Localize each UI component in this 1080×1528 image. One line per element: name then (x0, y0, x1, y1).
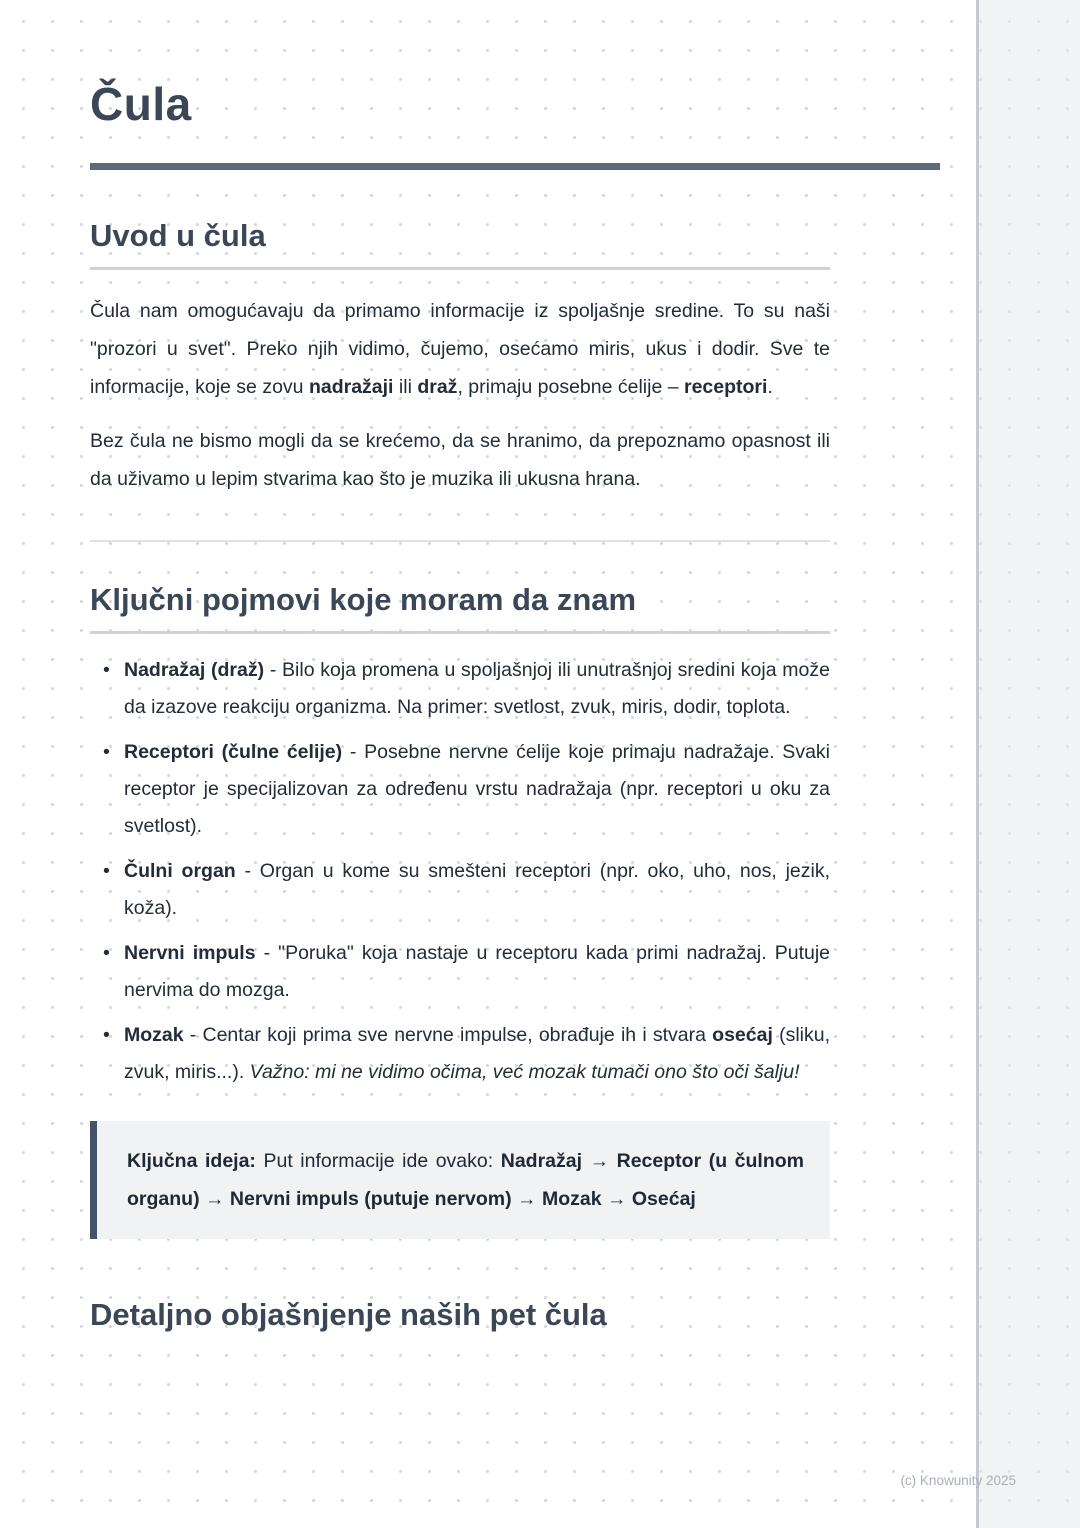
list-item-culni-organ: • Čulni organ - Organ u kome su smešteni receptori (npr. oko, uho, nos, jezik, koža). (90, 853, 830, 927)
key-idea-callout (90, 1121, 830, 1239)
list-item-nadrazaj: • Nadražaj (draž) - Bilo koja promena u spoljašnjoj ili unutrašnjoj sredini koja može da izazove reakciju organizma. Na primer: svetlost, zvuk, miris, dodir, toplota. (90, 652, 830, 726)
key-terms-heading-divider (90, 631, 830, 634)
intro-paragraph-1: Čula nam omogućavaju da primamo informacije iz spoljašnje sredine. To su naši "prozori u svet". Preko njih vidimo, čujemo, osećamo miris, ukus i dodir. Sve te informacije, koje se zovu nadražaji ili draž, primaju posebne ćelije – receptori. (90, 300, 830, 398)
page-right-margin (976, 0, 1080, 1528)
list-item-receptori: • Receptori (čulne ćelije) - Posebne nervne ćelije koje primaju nadražaje. Svaki receptor je specijalizovan za određenu vrstu nadražaja (npr. receptori u oku za svetlost). (90, 734, 830, 845)
list-item-nervni-impuls: • Nervni impuls - "Poruka" koja nastaje u receptoru kada primi nadražaj. Putuje nervima do mozga. (90, 935, 830, 1009)
key-terms-heading: Ključni pojmovi koje moram da znam (90, 582, 637, 617)
copyright-footer: (c) Knowunity 2025 (900, 1473, 1016, 1488)
key-terms-list (90, 652, 830, 1091)
section-key-terms (90, 582, 830, 1091)
list-item-mozak: • Mozak - Centar koji prima sve nervne impulse, obrađuje ih i stvara osećaj (sliku, zvuk, miris...). Važno: mi ne vidimo očima, već mozak tumači ono što oči šalju! (90, 1017, 830, 1091)
intro-heading-divider (90, 267, 830, 270)
intro-paragraph-2: Bez čula ne bismo mogli da se krećemo, da se hranimo, da prepoznamo opasnost ili da uživamo u lepim stvarima kao što je muzika ili ukusna hrana. (90, 430, 830, 490)
document-content (90, 78, 830, 1333)
title-divider (90, 163, 940, 170)
section-intro (90, 218, 830, 498)
details-heading: Detaljno objašnjenje naših pet čula (90, 1297, 607, 1332)
key-idea-text: Ključna ideja: Put informacije ide ovako: Nadražaj → Receptor (u čulnom organu) → Nervni impuls (putuje nervom) → Mozak → Osećaj (127, 1150, 805, 1210)
section-divider (90, 540, 830, 542)
page-title: Čula (90, 78, 192, 130)
intro-heading: Uvod u čula (90, 218, 266, 253)
